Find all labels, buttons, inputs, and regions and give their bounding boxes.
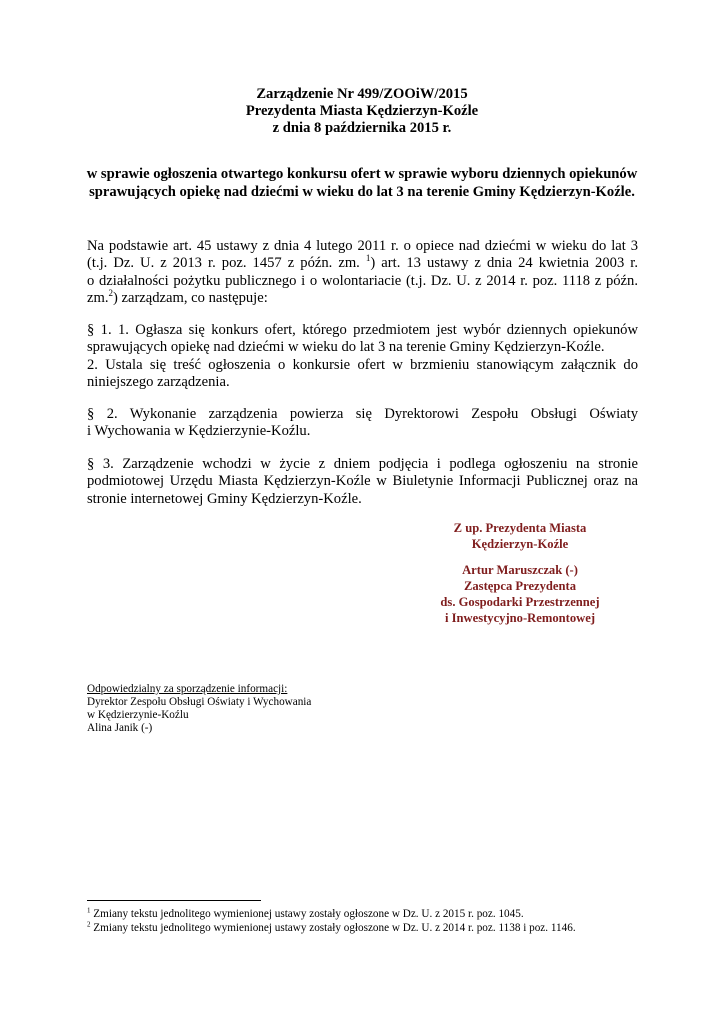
responsible-heading: Odpowiedzialny za sporządzenie informacji: (87, 683, 288, 695)
section-2-paragraph (87, 406, 638, 441)
footnote-2 (87, 922, 576, 935)
preamble-paragraph (87, 238, 638, 308)
signature-city: Kędzierzyn-Koźle (471, 537, 569, 551)
signature-department-2: i Inwestycyjno-Remontowej (444, 611, 596, 625)
section-2-line-1: § 2. Wykonanie zarządzenia powierza się Dyrektorowi Zespołu Obsługi Oświaty (87, 406, 638, 422)
responsible-block (87, 683, 311, 735)
section-1-line-2: sprawujących opiekę nad dziećmi w wieku do lat 3 na terenie Gminy Kędzierzyn-Koźle. (87, 339, 605, 356)
preamble-line-1: Na podstawie art. 45 ustawy z dnia 4 lutego 2011 r. o opiece nad dziećmi w wieku do lat 3 (87, 238, 638, 254)
signature-department-1: ds. Gospodarki Przestrzennej (440, 595, 600, 609)
document-issuer: Prezydenta Miasta Kędzierzyn-Koźle (245, 103, 479, 119)
signature-on-behalf: Z up. Prezydenta Miasta (453, 521, 587, 535)
footnote-2-mark: 2 (87, 920, 91, 929)
section-3-line-1: § 3. Zarządzenie wchodzi w życie z dniem podjęcia i podlega ogłoszeniu na stronie (87, 456, 638, 472)
document-title: Zarządzenie Nr 499/ZOOiW/2015 (256, 86, 468, 102)
footnote-1-mark: 1 (87, 906, 91, 915)
subject-line-2: sprawujących opiekę nad dziećmi w wieku do lat 3 na terenie Gminy Kędzierzyn-Koźle. (89, 184, 635, 200)
responsible-line-1: Dyrektor Zespołu Obsługi Oświaty i Wychowania (87, 696, 312, 708)
section-1-line-4: niniejszego zarządzenia. (87, 374, 230, 391)
footnote-ref-2: 2 (108, 288, 113, 299)
preamble-line-3: o działalności pożytku publicznego i o wolontariacie (t.j. Dz. U. z 2014 r. poz. 1118 z późn. (87, 272, 638, 289)
section-1-line-3: 2. Ustala się treść ogłoszenia o konkursie ofert w brzmieniu stanowiącym załącznik do (87, 356, 638, 373)
section-3-paragraph (87, 456, 638, 508)
document-subject (86, 165, 638, 201)
responsible-line-3: Alina Janik (-) (87, 722, 153, 734)
footnote-ref-1: 1 (365, 253, 371, 264)
subject-line-1: w sprawie ogłoszenia otwartego konkursu ofert w sprawie wyboru dziennych opiekunów (86, 166, 638, 182)
section-1-paragraph (87, 322, 638, 392)
section-3-line-2: podmiotowej Urzędu Miasta Kędzierzyn-Koźle w Biuletynie Informacji Publicznej oraz na (87, 473, 638, 490)
section-2-line-2: i Wychowania w Kędzierzynie-Koźlu. (87, 423, 311, 440)
footnote-2-text: Zmiany tekstu jednolitego wymienionej ustawy zostały ogłoszone w Dz. U. z 2014 r. poz. 1138 i poz. 1146. (90, 922, 576, 934)
responsible-line-2: w Kędzierzynie-Koźlu (87, 709, 189, 721)
footnote-1-text: Zmiany tekstu jednolitego wymienionej ustawy zostały ogłoszone w Dz. U. z 2015 r. poz. 1045. (90, 908, 524, 920)
preamble-line-2-a: (t.j. Dz. U. z 2013 r. poz. 1457 z późn. zm. (87, 255, 360, 272)
preamble-line-2-b: ) art. 13 ustawy z dnia 24 kwietnia 2003 r. (370, 255, 638, 272)
section-1-line-1: § 1. 1. Ogłasza się konkurs ofert, którego przedmiotem jest wybór dziennych opiekunów (87, 322, 638, 338)
signature-position: Zastępca Prezydenta (463, 579, 577, 593)
preamble-line-4 (87, 290, 638, 307)
preamble-line-4-a: zm. (87, 290, 109, 307)
footnote-separator (87, 900, 261, 901)
preamble-line-4-b: ) zarządzam, co następuje: (112, 290, 268, 307)
preamble-line-2 (87, 255, 638, 272)
document-date: z dnia 8 października 2015 r. (272, 120, 452, 136)
section-3-line-3: stronie internetowej Gminy Kędzierzyn-Koźle. (87, 490, 362, 507)
footnote-1 (87, 908, 524, 921)
signature-name: Artur Maruszczak (-) (462, 563, 578, 577)
